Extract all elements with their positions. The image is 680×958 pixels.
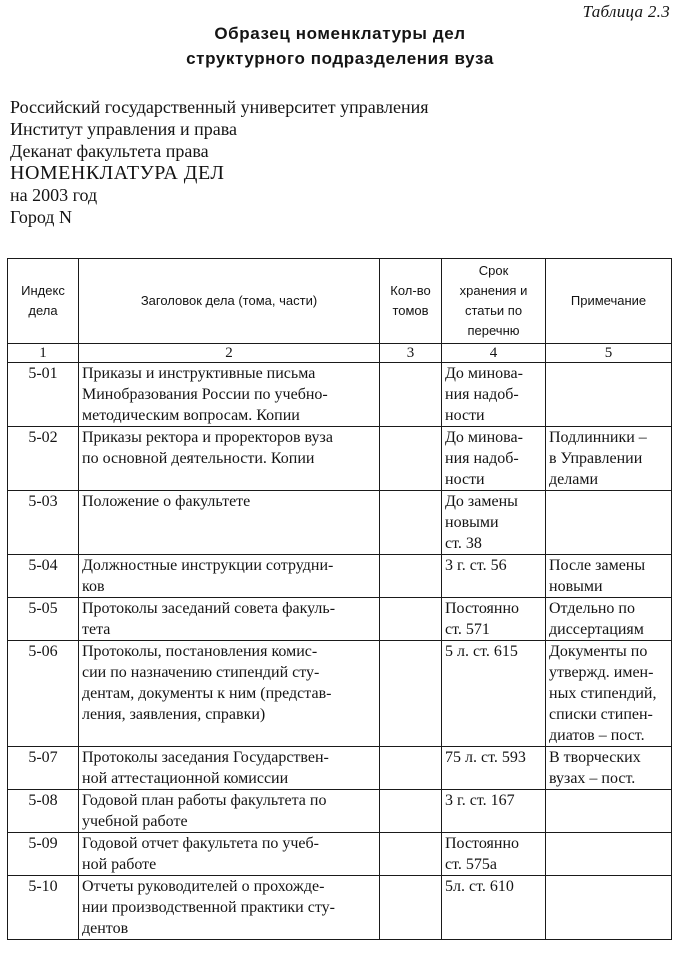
row-note-cell xyxy=(546,790,672,833)
row-term-cell: До минова- ния надоб- ности xyxy=(442,427,546,491)
column-number: 4 xyxy=(442,344,546,363)
nomenclature-table xyxy=(7,258,672,940)
row-note-cell: В творческих вузах – пост. xyxy=(546,747,672,790)
row-volumes-cell xyxy=(380,427,442,491)
row-index-cell: 5-09 xyxy=(8,833,79,876)
row-term-cell: 3 г. ст. 56 xyxy=(442,555,546,598)
table-row xyxy=(8,641,672,747)
table-row xyxy=(8,876,672,940)
table-row xyxy=(8,363,672,427)
row-title-cell: Годовой план работы факультета по учебной работе xyxy=(79,790,380,833)
row-title-cell: Протоколы заседания Государствен- ной аттестационной комиссии xyxy=(79,747,380,790)
row-index-cell: 5-06 xyxy=(8,641,79,747)
column-header-line: хранения и xyxy=(459,283,528,298)
column-header-line: Кол-во xyxy=(390,283,431,298)
table-row xyxy=(8,491,672,555)
row-term-cell: Постоянно ст. 575а xyxy=(442,833,546,876)
row-term-cell: 5л. ст. 610 xyxy=(442,876,546,940)
column-number: 3 xyxy=(380,344,442,363)
university-name: Российский государственный университет управления xyxy=(10,97,429,117)
row-volumes-cell xyxy=(380,790,442,833)
row-term-cell: Постоянно ст. 571 xyxy=(442,598,546,641)
column-number: 1 xyxy=(8,344,79,363)
institute-name: Институт управления и права xyxy=(10,119,238,139)
row-title-cell: Приказы и инструктивные письма Минобразования России по учебно- методическим вопросам. Копии xyxy=(79,363,380,427)
organization-header xyxy=(10,96,429,228)
table-row xyxy=(8,598,672,641)
row-title-cell: Должностные инструкции сотрудни- ков xyxy=(79,555,380,598)
title-line: Образец номенклатуры дел xyxy=(214,24,466,43)
column-header-line: статьи по xyxy=(464,303,523,318)
row-volumes-cell xyxy=(380,555,442,598)
row-volumes-cell xyxy=(380,747,442,790)
column-header-line: перечню xyxy=(467,323,520,338)
row-volumes-cell xyxy=(380,641,442,747)
row-term-cell: До минова- ния надоб- ности xyxy=(442,363,546,427)
table-row xyxy=(8,833,672,876)
row-note-cell xyxy=(546,491,672,555)
row-volumes-cell xyxy=(380,876,442,940)
column-header-title xyxy=(79,259,380,344)
table-number-label: Таблица 2.3 xyxy=(582,2,670,21)
row-title-cell: Протоколы заседаний совета факуль- тета xyxy=(79,598,380,641)
column-header-line: дела xyxy=(28,303,58,318)
column-header-line: Срок xyxy=(478,263,509,278)
year-line: на 2003 год xyxy=(10,185,98,205)
row-index-cell: 5-05 xyxy=(8,598,79,641)
table-header-row xyxy=(8,259,672,344)
column-header-line: Примечание xyxy=(570,293,647,308)
row-title-cell: Положение о факультете xyxy=(79,491,380,555)
row-volumes-cell xyxy=(380,363,442,427)
row-note-cell xyxy=(546,876,672,940)
row-note-cell: Документы по утвержд. имен- ных стипендий, списки стипен- диатов – пост. xyxy=(546,641,672,747)
row-term-cell: 5 л. ст. 615 xyxy=(442,641,546,747)
column-number: 2 xyxy=(79,344,380,363)
row-note-cell: Отдельно по диссертациям xyxy=(546,598,672,641)
row-title-cell: Протоколы, постановления комис- сии по назначению стипендий сту- дентам, документы к ним (представ- ления, заявления, справки) xyxy=(79,641,380,747)
table-row xyxy=(8,747,672,790)
dean-office-name: Деканат факультета права xyxy=(10,141,209,161)
table-row xyxy=(8,790,672,833)
row-title-cell: Приказы ректора и проректоров вуза по основной деятельности. Копии xyxy=(79,427,380,491)
column-header-volumes xyxy=(380,259,442,344)
table-row xyxy=(8,555,672,598)
column-header-term xyxy=(442,259,546,344)
row-note-cell xyxy=(546,363,672,427)
nomenclature-heading: НОМЕНКЛАТУРА ДЕЛ xyxy=(10,162,225,184)
row-index-cell: 5-01 xyxy=(8,363,79,427)
table-row xyxy=(8,427,672,491)
column-header-note xyxy=(546,259,672,344)
row-index-cell: 5-02 xyxy=(8,427,79,491)
row-title-cell: Годовой отчет факультета по учеб- ной работе xyxy=(79,833,380,876)
column-header-line: Заголовок дела (тома, части) xyxy=(140,293,318,308)
row-note-cell: После замены новыми xyxy=(546,555,672,598)
row-index-cell: 5-04 xyxy=(8,555,79,598)
row-volumes-cell xyxy=(380,598,442,641)
row-note-cell xyxy=(546,833,672,876)
city-line: Город N xyxy=(10,207,72,227)
row-volumes-cell xyxy=(380,491,442,555)
column-number-row xyxy=(8,344,672,363)
row-note-cell: Подлинники – в Управлении делами xyxy=(546,427,672,491)
row-term-cell: 75 л. ст. 593 xyxy=(442,747,546,790)
row-title-cell: Отчеты руководителей о прохожде- нии производственной практики сту- дентов xyxy=(79,876,380,940)
column-header-line: томов xyxy=(392,303,429,318)
title-line: структурного подразделения вуза xyxy=(186,49,494,68)
column-number: 5 xyxy=(546,344,672,363)
row-index-cell: 5-03 xyxy=(8,491,79,555)
row-term-cell: 3 г. ст. 167 xyxy=(442,790,546,833)
column-header-line: Индекс xyxy=(21,283,65,298)
document-title xyxy=(0,21,680,71)
row-term-cell: До замены новыми ст. 38 xyxy=(442,491,546,555)
row-index-cell: 5-10 xyxy=(8,876,79,940)
row-index-cell: 5-07 xyxy=(8,747,79,790)
row-volumes-cell xyxy=(380,833,442,876)
column-header-index xyxy=(8,259,79,344)
row-index-cell: 5-08 xyxy=(8,790,79,833)
